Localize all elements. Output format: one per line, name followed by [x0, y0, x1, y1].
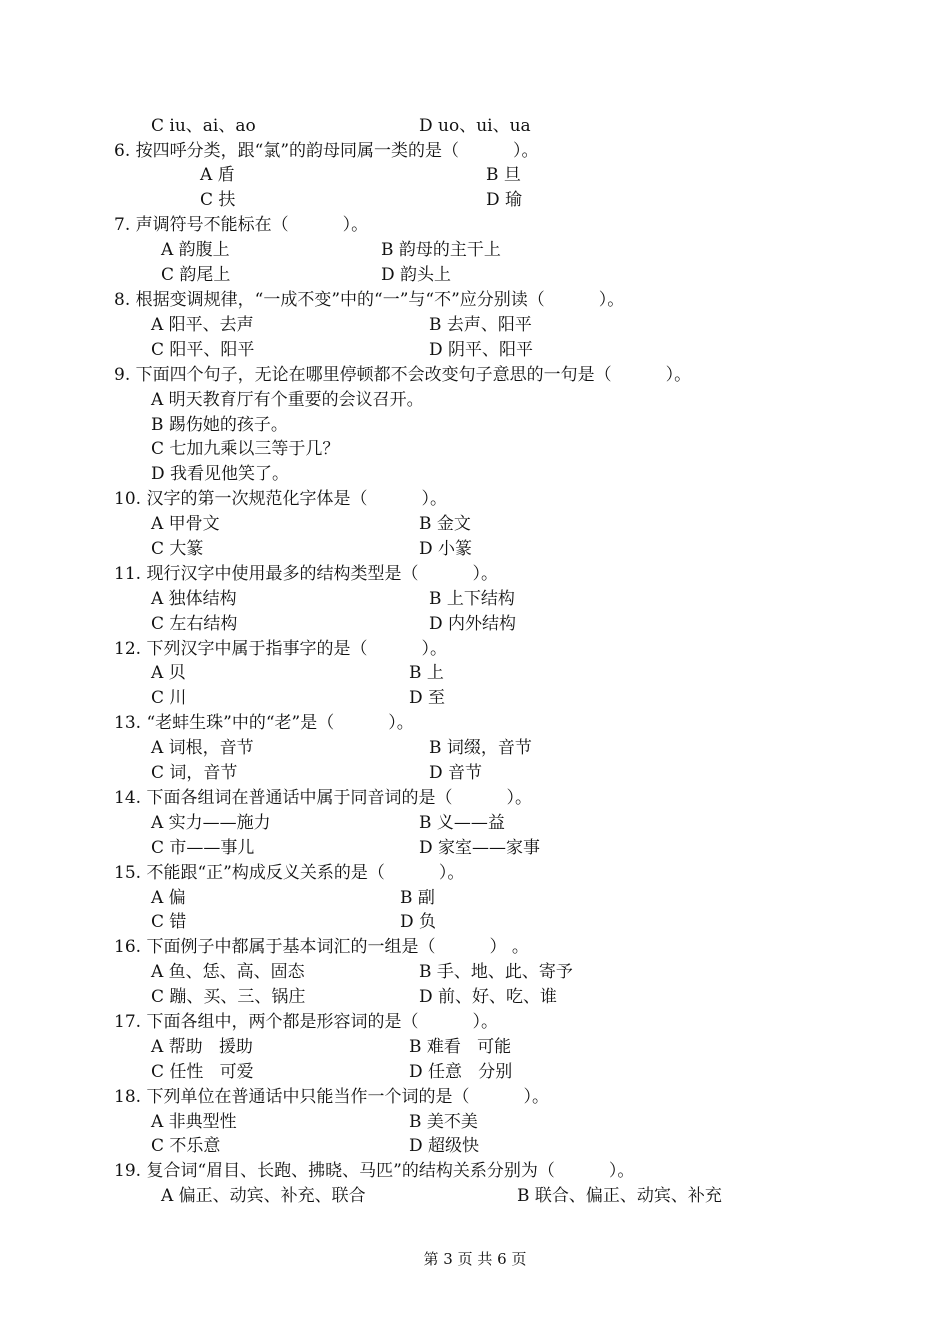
line-l64: A 非典型性 [151, 1112, 237, 1132]
line-l12: D 韵头上 [381, 265, 452, 285]
line-l27: D 小篆 [419, 539, 473, 559]
line-l50: B 副 [400, 888, 435, 908]
line-l65: B 美不美 [409, 1112, 478, 1132]
line-l11: C 韵尾上 [161, 265, 231, 285]
line-l66: C 不乐意 [151, 1136, 221, 1156]
line-l7: D 瑜 [486, 190, 523, 210]
line-l1: C iu、ai、ao [151, 116, 256, 136]
line-l53: 16. 下面例子中都属于基本词汇的一组是（ ） 。 [114, 937, 529, 957]
line-l3: 6. 按四呼分类，跟“氯”的韵母同属一类的是（ ）。 [114, 141, 539, 161]
line-l43: 14. 下面各组词在普通话中属于同音词的是（ ）。 [114, 788, 532, 808]
line-l22: D 我看见他笑了。 [151, 464, 290, 484]
line-l55: B 手、地、此、寄予 [419, 962, 573, 982]
line-l59: A 帮助 援助 [151, 1037, 253, 1057]
line-l39: A 词根，音节 [151, 738, 254, 758]
line-l38: 13. “老蚌生珠”中的“老”是（ ）。 [114, 713, 414, 733]
line-l5: B 旦 [486, 165, 521, 185]
line-l9: A 韵腹上 [161, 240, 230, 260]
line-l41: C 词，音节 [151, 763, 238, 783]
line-l34: A 贝 [151, 663, 186, 683]
line-l62: D 任意 分别 [409, 1062, 513, 1082]
line-l25: B 金文 [419, 514, 471, 534]
line-l61: C 任性 可爱 [151, 1062, 254, 1082]
line-l30: B 上下结构 [429, 589, 515, 609]
line-l21: C 七加九乘以三等于几？ [151, 439, 340, 459]
line-l69: A 偏正、动宾、补充、联合 [161, 1186, 366, 1206]
line-l15: B 去声、阳平 [429, 315, 532, 335]
line-l19: A 明天教育厅有个重要的会议召开。 [151, 390, 424, 410]
line-l33: 12. 下列汉字中属于指事字的是（ ）。 [114, 639, 447, 659]
line-l23: 10. 汉字的第一次规范化字体是（ ）。 [114, 489, 447, 509]
line-l52: D 负 [400, 912, 437, 932]
line-l8: 7. 声调符号不能标在（ ）。 [114, 215, 369, 235]
line-l58: 17. 下面各组中，两个都是形容词的是（ ）。 [114, 1012, 498, 1032]
line-l16: C 阳平、阳平 [151, 340, 255, 360]
line-l13: 8. 根据变调规律，“一成不变”中的“一”与“不”应分别读（ ）。 [114, 290, 625, 310]
line-l37: D 至 [409, 688, 446, 708]
line-l51: C 错 [151, 912, 187, 932]
line-l35: B 上 [409, 663, 444, 683]
line-l18: 9. 下面四个句子，无论在哪里停顿都不会改变句子意思的一句是（ ）。 [114, 365, 692, 385]
line-l29: A 独体结构 [151, 589, 237, 609]
line-l54: A 鱼、恁、高、固态 [151, 962, 305, 982]
line-l31: C 左右结构 [151, 614, 238, 634]
line-l20: B 踢伤她的孩子。 [151, 415, 288, 435]
line-l49: A 偏 [151, 888, 186, 908]
line-l6: C 扶 [200, 190, 236, 210]
line-l28: 11. 现行汉字中使用最多的结构类型是（ ）。 [114, 564, 498, 584]
line-l60: B 难看 可能 [409, 1037, 512, 1057]
line-l36: C 川 [151, 688, 187, 708]
line-l47: D 家室——家事 [419, 838, 541, 858]
page-footer: 第 3 页 共 6 页 [423, 1250, 527, 1268]
line-l32: D 内外结构 [429, 614, 517, 634]
line-l57: D 前、好、吃、谁 [419, 987, 558, 1007]
line-l63: 18. 下列单位在普通话中只能当作一个词的是（ ）。 [114, 1087, 549, 1107]
line-l24: A 甲骨文 [151, 514, 220, 534]
line-l40: B 词缀，音节 [429, 738, 532, 758]
line-l10: B 韵母的主干上 [381, 240, 501, 260]
line-l4: A 盾 [200, 165, 235, 185]
line-l68: 19. 复合词“眉目、长跑、拂晓、马匹”的结构关系分别为（ ）。 [114, 1161, 635, 1181]
line-l26: C 大篆 [151, 539, 204, 559]
line-l48: 15. 不能跟“正”构成反义关系的是（ ）。 [114, 863, 465, 883]
line-l67: D 超级快 [409, 1136, 480, 1156]
line-l14: A 阳平、去声 [151, 315, 254, 335]
line-l42: D 音节 [429, 763, 483, 783]
line-l46: C 市——事儿 [151, 838, 255, 858]
line-l45: B 义——益 [419, 813, 505, 833]
line-l70: B 联合、偏正、动宾、补充 [517, 1186, 722, 1206]
line-l2: D uo、ui、ua [419, 116, 531, 136]
line-l17: D 阴平、阳平 [429, 340, 534, 360]
line-l44: A 实力——施力 [151, 813, 271, 833]
line-l56: C 蹦、买、三、锅庄 [151, 987, 306, 1007]
